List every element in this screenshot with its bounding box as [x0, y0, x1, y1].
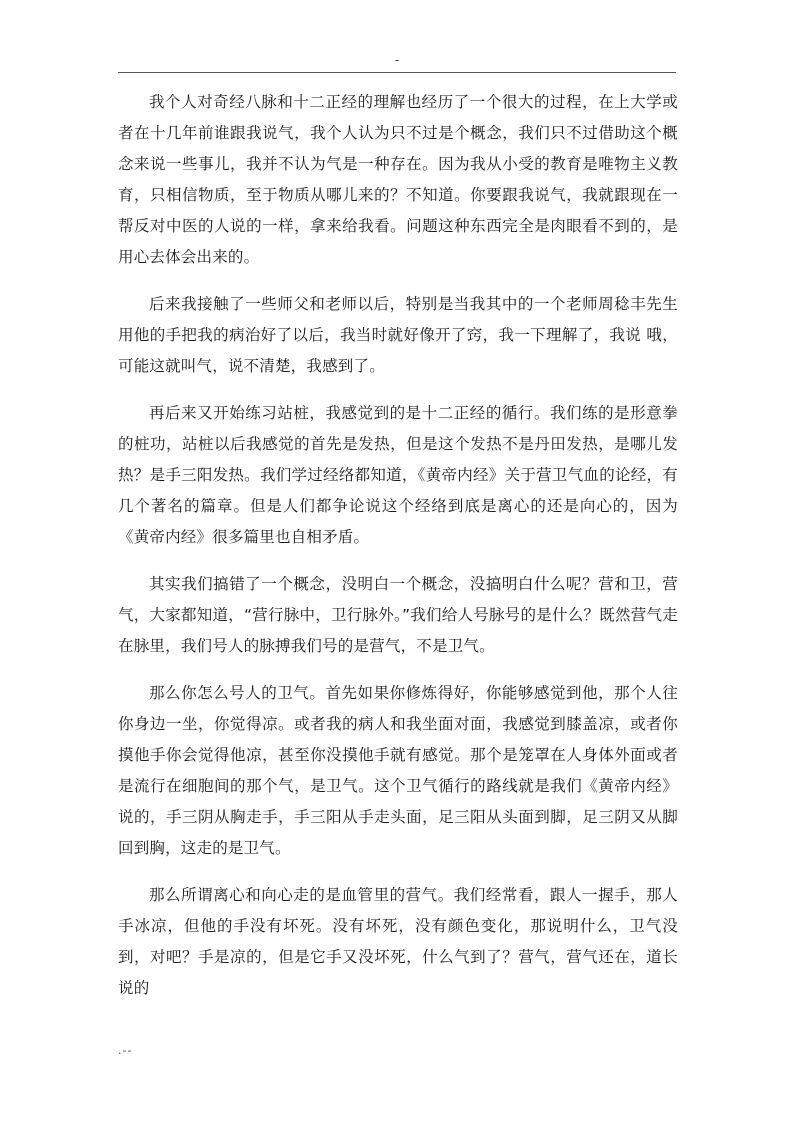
paragraph-4: 其实我们搞错了一个概念，没明白一个概念，没搞明白什么呢？营和卫，营气，大家都知道，“营行脉中，卫行脉外。”我们给人号脉号的是什么？既然营气走在脉里，我们号人的脉搏我们号的是营气，不是卫气。 — [118, 575, 678, 655]
document-body — [118, 87, 678, 1020]
paragraph-3: 再后来又开始练习站桩，我感觉到的是十二正经的循行。我们练的是形意拳的桩功，站桩以后我感觉的首先是发热，但是这个发热不是丹田发热，是哪儿发热？是手三阳发热。我们学过经络都知道，《黄帝内经》关于营卫气血的论经，有几个著名的篇章。但是人们都争论说这个经络到底是离心的还是向心的，因为《黄帝内经》很多篇里也自相矛盾。 — [118, 404, 678, 546]
header-mark: - — [394, 53, 400, 67]
page-header — [118, 52, 676, 73]
paragraph-5: 那么你怎么号人的卫气。首先如果你修炼得好，你能够感觉到他，那个人往你身边一坐，你觉得凉。或者我的病人和我坐面对面，我感觉到膝盖凉，或者你摸他手你会觉得他凉，甚至你没摸他手就有感觉。那个是笼罩在人身体外面或者是流行在细胞间的那个气，是卫气。这个卫气循行的路线就是我们《黄帝内经》说的，手三阴从胸走手，手三阳从手走头面，足三阳从头面到脚，足三阴又从脚回到胸，这走的是卫气。 — [118, 684, 678, 857]
paragraph-1: 我个人对奇经八脉和十二正经的理解也经历了一个很大的过程，在上大学或者在十几年前谁跟我说气，我个人认为只不过是个概念，我们只不过借助这个概念来说一些事儿，我并不认为气是一种存在。因为我从小受的教育是唯物主义教育，只相信物质，至于物质从哪儿来的？不知道。你要跟我说气，我就跟现在一帮反对中医的人说的一样，拿来给我看。问题这种东西完全是肉眼看不到的，是用心去体会出来的。 — [118, 93, 678, 266]
paragraph-2: 后来我接触了一些师父和老师以后，特别是当我其中的一个老师周稔丰先生用他的手把我的病治好了以后，我当时就好像开了窍，我一下理解了，我说 哦，可能这就叫气，说不清楚，我感到了。 — [118, 295, 678, 375]
paragraph-6: 那么所谓离心和向心走的是血管里的营气。我们经常看，跟人一握手，那人手冰凉，但他的手没有坏死。没有坏死，没有颜色变化，那说明什么，卫气没到，对吧？手是凉的，但是它手又没坏死，什么气到了？营气，营气还在，道长说的 — [118, 886, 678, 997]
page-footer: .-- — [118, 1044, 133, 1057]
